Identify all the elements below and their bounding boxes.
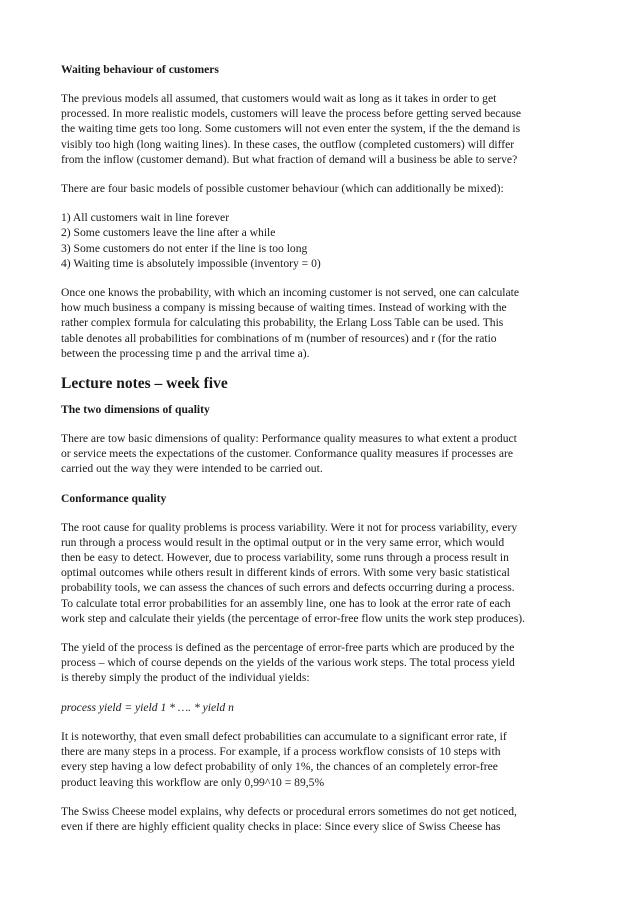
page-content — [61, 62, 581, 848]
text-line: table denotes all probabilities for combinations of m (number of resources) and r (for the ratio — [61, 331, 497, 345]
heading-lecture-notes-week-five: Lecture notes – week five — [61, 375, 228, 393]
text-line: carried out the way they were intended to be carried out. — [61, 462, 323, 476]
text-line: is thereby simply the product of the individual yields: — [61, 671, 310, 685]
paragraph-waiting-intro — [61, 91, 581, 167]
paragraph-process-variability — [61, 520, 581, 626]
text-line: The root cause for quality problems is process variability. Were it not for process variability, every — [61, 520, 518, 534]
list-item: 3) Some customers do not enter if the line is too long — [61, 241, 308, 255]
list-item: 4) Waiting time is absolutely impossible (inventory = 0) — [61, 256, 321, 270]
customer-behaviour-list — [61, 210, 581, 271]
text-line: The yield of the process is defined as the percentage of error-free parts which are produced by the — [61, 641, 515, 655]
text-line: process – which of course depends on the yields of the various work steps. The total process yield — [61, 656, 515, 670]
list-item: 2) Some customers leave the line after a while — [61, 226, 276, 240]
text-line: visibly too high (long waiting lines). In these cases, the outflow (completed customers) will differ — [61, 137, 515, 151]
heading-waiting-behaviour: Waiting behaviour of customers — [61, 63, 219, 76]
text-line: It is noteworthy, that even small defect probabilities can accumulate to a significant error rate, if — [61, 729, 507, 743]
paragraph-swiss-cheese-model — [61, 804, 581, 834]
text-line: between the processing time p and the arrival time a). — [61, 346, 310, 360]
text-line: There are four basic models of possible customer behaviour (which can additionally be mixed): — [61, 182, 504, 196]
paragraph-erlang-loss — [61, 285, 581, 361]
heading-two-dimensions-of-quality: The two dimensions of quality — [61, 403, 210, 417]
text-line: the waiting time gets too long. Some customers will not even enter the system, if the the demand is — [61, 122, 521, 136]
process-yield-formula — [61, 700, 581, 715]
text-line: There are tow basic dimensions of quality: Performance quality measures to what extent a product — [61, 432, 517, 446]
text-line: from the inflow (customer demand). But what fraction of demand will a business be able to serve? — [61, 152, 518, 166]
text-line: there are many steps in a process. For example, if a process workflow consists of 10 steps with — [61, 745, 501, 759]
text-line: then be easy to detect. However, due to process variability, some runs through a process result in — [61, 551, 509, 565]
text-line: rather complex formula for calculating this probability, the Erlang Loss Table can be used. This — [61, 316, 504, 330]
text-line: work step and calculate their yields (the percentage of error-free flow units the work step produces). — [61, 611, 525, 625]
paragraph-process-yield — [61, 640, 581, 686]
text-line: The Swiss Cheese model explains, why defects or procedural errors sometimes do not get noticed, — [61, 804, 517, 818]
heading-conformance-quality: Conformance quality — [61, 491, 167, 505]
text-line: Once one knows the probability, with which an incoming customer is not served, one can calculate — [61, 286, 520, 300]
text-line: even if there are highly efficient quality checks in place: Since every slice of Swiss Cheese has — [61, 819, 501, 833]
list-item: 1) All customers wait in line forever — [61, 211, 230, 225]
text-line: The previous models all assumed, that customers would wait as long as it takes in order to get — [61, 92, 497, 105]
text-line: optimal outcomes while others result in different kinds of errors. With some very basic statistical — [61, 566, 510, 580]
text-line: To calculate total error probabilities for an assembly line, one has to look at the error rate of each — [61, 596, 511, 610]
paragraph-defect-accumulation — [61, 729, 581, 790]
text-line: how much business a company is missing because of waiting times. Instead of working with the — [61, 301, 507, 315]
text-line: probability tools, we can assess the chances of such errors and defects occurring during a process. — [61, 581, 515, 595]
text-line: process yield = yield 1 * …. * yield n — [61, 700, 234, 714]
text-line: processed. In more realistic models, customers will leave the process before getting served because — [61, 107, 522, 121]
text-line: product leaving this workflow are only 0,99^10 = 89,5% — [61, 775, 325, 789]
text-line: or service meets the expectations of the customer. Conformance quality measures if processes are — [61, 447, 513, 461]
text-line: run through a process would result in the optimal output or in the very same error, which would — [61, 535, 505, 549]
paragraph-quality-dimensions — [61, 431, 581, 477]
text-line: every step having a low defect probability of only 1%, the chances of an completely error-free — [61, 760, 498, 774]
paragraph-four-models — [61, 181, 581, 196]
